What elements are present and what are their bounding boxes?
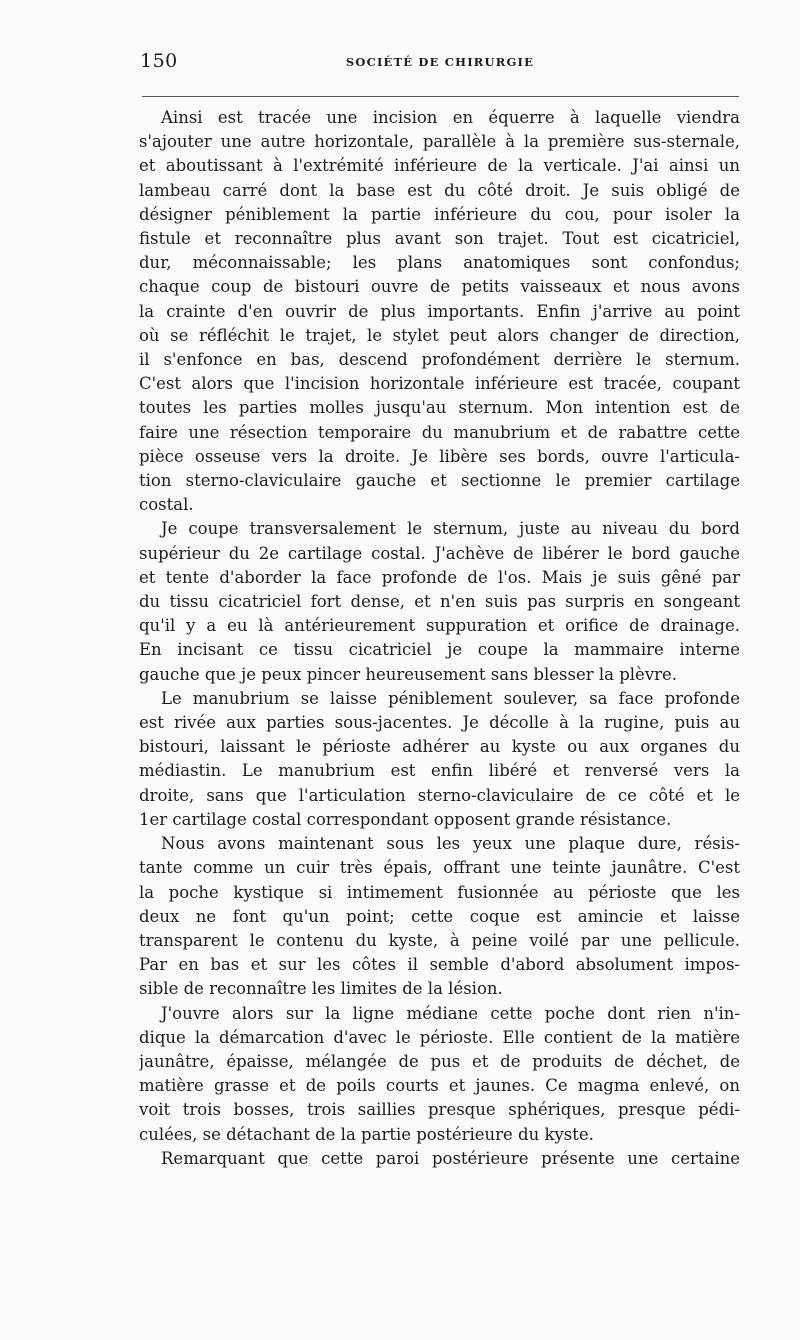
text-line: pièce osseuse vers la droite. Je libère ses bords, ouvre l'articula- (139, 446, 740, 466)
text-line: dique la démarcation d'avec le périoste. Elle contient de la matière (139, 1027, 740, 1047)
text-line: Par en bas et sur les côtes il semble d'abord absolument impos- (139, 955, 740, 975)
text-line: tante comme un cuir très épais, offrant une teinte jaunâtre. C'est (139, 858, 740, 878)
text-line: Remarquant que cette paroi postérieure présente une certaine (161, 1148, 740, 1168)
text-line: costal. (139, 495, 194, 515)
text-line: lambeau carré dont la base est du côté droit. Je suis obligé de (139, 180, 740, 200)
text-line: fistule et reconnaître plus avant son trajet. Tout est cicatriciel, (139, 229, 740, 249)
text-line: est rivée aux parties sous-jacentes. Je décolle à la rugine, puis au (139, 713, 740, 733)
header-rule (142, 96, 739, 97)
text-line: transparent le contenu du kyste, à peine voilé par une pellicule. (139, 930, 740, 950)
text-line: deux ne font qu'un point; cette coque est amincie et laisse (139, 906, 740, 926)
text-line: dur, méconnaissable; les plans anatomiques sont confondus; (139, 253, 740, 273)
text-line: tion sterno-claviculaire gauche et sectionne le premier cartilage (139, 471, 740, 491)
text-line: Je coupe transversalement le sternum, juste au niveau du bord (161, 519, 740, 539)
text-line: Nous avons maintenant sous les yeux une plaque dure, résis- (161, 834, 740, 854)
text-line: voit trois bosses, trois saillies presque sphériques, presque pédi- (139, 1100, 740, 1120)
text-line: supérieur du 2e cartilage costal. J'achève de libérer le bord gauche (139, 543, 740, 563)
text-line: chaque coup de bistouri ouvre de petits vaisseaux et nous avons (139, 277, 740, 297)
text-line: la poche kystique si intimement fusionnée au périoste que les (139, 882, 740, 902)
text-line: bistouri, laissant le périoste adhérer au kyste ou aux organes du (139, 737, 740, 757)
text-line: 1er cartilage costal correspondant opposent grande résistance. (139, 809, 672, 829)
text-line: En incisant ce tissu cicatriciel je coupe la mammaire interne (139, 640, 740, 660)
text-line: désigner péniblement la partie inférieure du cou, pour isoler la (139, 204, 740, 224)
text-line: qu'il y a eu là antérieurement suppuration et orifice de drainage. (139, 616, 740, 636)
text-line: du tissu cicatriciel fort dense, et n'en suis pas surpris en songeant (139, 592, 740, 612)
paragraph (139, 517, 740, 686)
paragraph (139, 832, 740, 1001)
page-number: 150 (140, 50, 178, 72)
text-line: il s'enfonce en bas, descend profondément derrière le sternum. (139, 350, 740, 370)
text-line: toutes les parties molles jusqu'au sternum. Mon intention est de (139, 398, 740, 418)
text-line: J'ouvre alors sur la ligne médiane cette poche dont rien n'in- (161, 1003, 740, 1023)
text-line: matière grasse et de poils courts et jaunes. Ce magma enlevé, on (139, 1076, 740, 1096)
text-line: Le manubrium se laisse péniblement soulever, sa face profonde (161, 688, 740, 708)
text-line: droite, sans que l'articulation sterno-claviculaire de ce côté et le (139, 785, 740, 805)
page-header (140, 50, 740, 76)
text-line: où se réfléchit le trajet, le stylet peut alors changer de direction, (139, 325, 740, 345)
text-line: faire une résection temporaire du manubrium et de rabattre cette (139, 422, 740, 442)
paragraph (139, 1147, 740, 1171)
text-line: médiastin. Le manubrium est enfin libéré et renversé vers la (139, 761, 740, 781)
text-line: et tente d'aborder la face profonde de l'os. Mais je suis gêné par (139, 567, 740, 587)
paragraph (139, 687, 740, 832)
text-line: C'est alors que l'incision horizontale inférieure est tracée, coupant (139, 374, 740, 394)
text-line: sible de reconnaître les limites de la lésion. (139, 979, 503, 999)
paragraph (139, 1002, 740, 1147)
text-line: Ainsi est tracée une incision en équerre à laquelle viendra (161, 108, 740, 127)
paragraph (139, 106, 740, 517)
text-line: gauche que je peux pincer heureusement sans blesser la plèvre. (139, 664, 678, 684)
text-line: et aboutissant à l'extrémité inférieure de la verticale. J'ai ainsi un (139, 156, 740, 176)
text-line: s'ajouter une autre horizontale, parallèle à la première sus-sternale, (139, 132, 740, 152)
text-line: culées, se détachant de la partie postérieure du kyste. (139, 1124, 594, 1144)
text-line: jaunâtre, épaisse, mélangée de pus et de produits de déchet, de (139, 1051, 740, 1071)
body-text (139, 106, 740, 1171)
running-title: SOCIÉTÉ DE CHIRURGIE (345, 55, 535, 69)
text-line: la crainte d'en ouvrir de plus importants. Enfin j'arrive au point (139, 301, 740, 321)
